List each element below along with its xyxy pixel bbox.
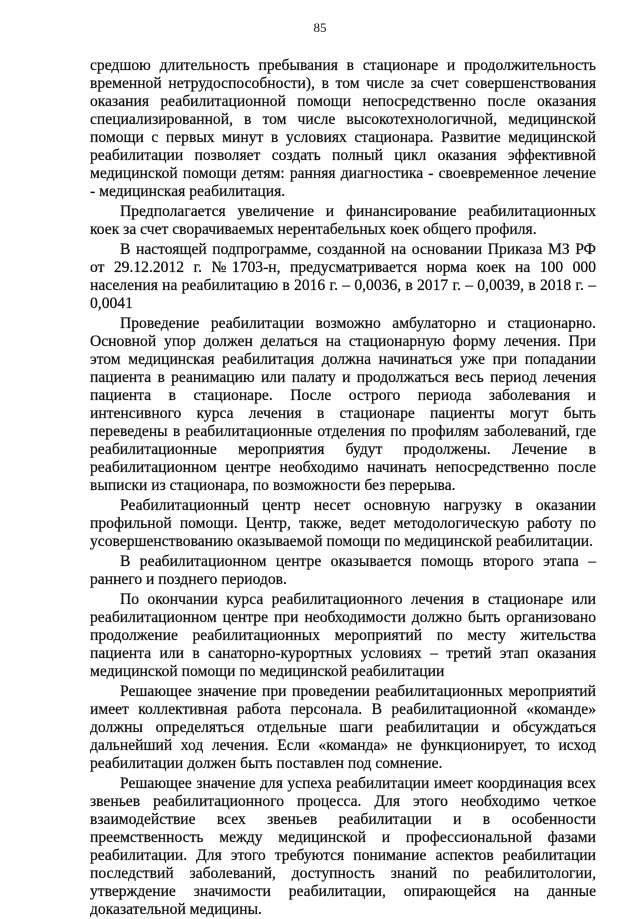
document-body (90, 57, 596, 919)
paragraph-6: В реабилитационном центре оказывается помощь второго этапа – раннего и позднего периодов. (90, 553, 596, 588)
paragraph-3: В настоящей подпрограмме, созданной на основании Приказа МЗ РФ от 29.12.2012 г. №1703-н, предусматривается норма коек на 100 000 населения на реабилитацию в 2016 г. – 0,0036, в 2017 г. – 0,0039, в 2018 г. – 0,0041 (90, 241, 596, 312)
paragraph-8: Решающее значение при проведении реабилитационных мероприятий имеет коллективная работа персонала. В реабилитационной «команде» должны определяться отдельные шаги реабилитации и обсуждаться дальнейший ход лечения. Если «команда» не функционирует, то исход реабилитации должен быть поставлен под сомнение. (90, 683, 596, 772)
paragraph-4: Проведение реабилитации возможно амбулаторно и стационарно. Основной упор должен делаться на стационарную форму лечения. При этом медицинская реабилитация должна начинаться уже при попадании пациента в реанимацию или палату и продолжаться весь период лечения пациента в стационаре. После острого периода заболевания и интенсивного курса лечения в стационаре пациенты могут быть переведены в реабилитационные отделения по профилям заболеваний, где реабилитационные мероприятия будут продолжены. Лечение в реабилитационном центре необходимо начинать непосредственно после выписки из стационара, по возможности без перерыва. (90, 315, 596, 494)
paragraph-5: Реабилитационный центр несет основную нагрузку в оказании профильной помощи. Центр, также, ведет методологическую работу по усовершенствованию оказываемой помощи по медицинской реабилитации. (90, 497, 596, 550)
paragraph-2: Предполагается увеличение и финансирование реабилитационных коек за счет сворачиваемых нерентабельных коек общего профиля. (90, 203, 596, 238)
paragraph-7: По окончании курса реабилитационного лечения в стационаре или реабилитационном центре при необходимости должно быть организовано продолжение реабилитационных мероприятий по месту жительства пациента или в санаторно-курортных условиях – третий этап оказания медицинской помощи по медицинской реабилитации (90, 591, 596, 680)
page-number: 85 (313, 20, 327, 35)
paragraph-9: Решающее значение для успеха реабилитации имеет координация всех звеньев реабилитационного процесса. Для этого необходимо четкое взаимодействие всех звеньев реабилитации и в особенности преемственность между медицинской и профессиональной фазами реабилитации. Для этого требуются понимание аспектов реабилитации последствий заболеваний, доступность знаний по реабилитологии, утверждение значимости реабилитации, опирающейся на данные доказательной медицины. (90, 775, 596, 918)
paragraph-1: средшою длительность пребывания в стационаре и продолжительность временной нетрудоспособности), в том числе за счет совершенствования оказания реабилитационной помощи непосредственно после оказания специализированной, в том числе высокотехнологичной, медицинской помощи с первых минут в условиях стационара. Развитие медицинской реабилитации позволяет создать полный цикл оказания эффективной медицинской помощи детям: ранняя диагностика - своевременное лечение - медицинская реабилитация. (90, 57, 596, 200)
